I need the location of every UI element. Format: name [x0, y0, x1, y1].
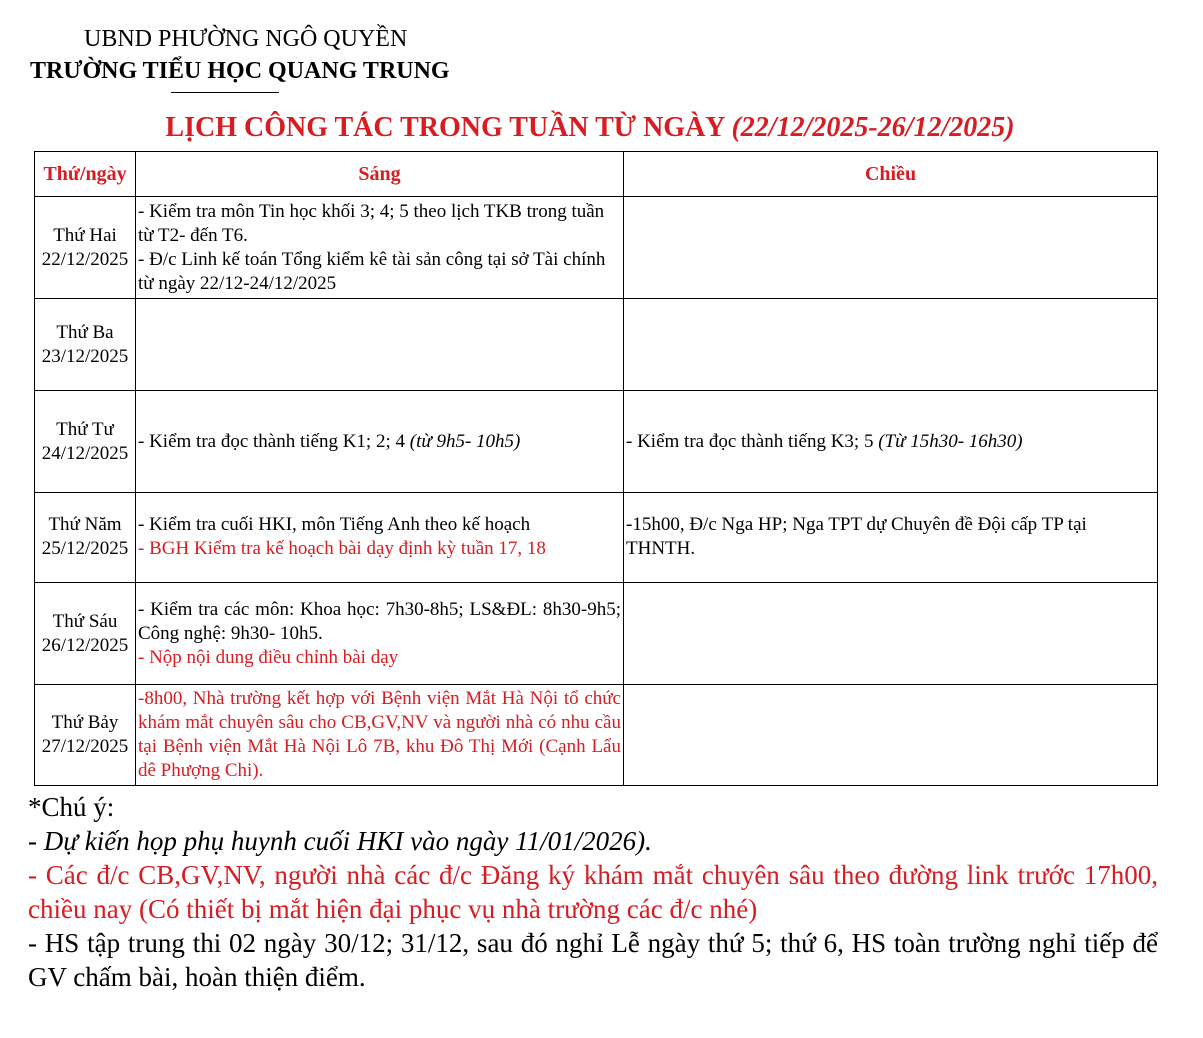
- title-date-range: (22/12/2025-26/12/2025): [731, 112, 1015, 143]
- day-date: 22/12/2025: [41, 248, 129, 270]
- morning-cell: [136, 197, 624, 299]
- morning-cell: [136, 299, 624, 391]
- schedule-table: [34, 151, 1158, 786]
- morning-cell: [136, 583, 624, 685]
- note-item-red: - Các đ/c CB,GV,NV, người nhà các đ/c Đăng ký khám mắt chuyên sâu theo đường link trước 17h00, chiều nay (Có thiết bị mắt hiện đại phục vụ nhà trường các đ/c nhé): [28, 860, 1158, 924]
- school-name: TRƯỜNG TIỂU HỌC QUANG TRUNG: [30, 58, 450, 84]
- afternoon-cell: [624, 583, 1158, 685]
- header-morning: Sáng: [136, 152, 624, 197]
- table-header-row: [35, 152, 1158, 197]
- table-row: [35, 493, 1158, 583]
- day-name: Thứ Bảy: [51, 712, 119, 733]
- morning-item-red: - BGH Kiểm tra kế hoạch bài dạy định kỳ tuần 17, 18: [138, 538, 546, 559]
- morning-item: - Kiểm tra cuối HKI, môn Tiếng Anh theo kế hoạch: [138, 514, 531, 535]
- day-cell: [35, 493, 136, 583]
- morning-item: - Kiểm tra đọc thành tiếng K1; 2; 4: [138, 430, 410, 452]
- day-date: 23/12/2025: [41, 345, 129, 367]
- day-name: Thứ Năm: [48, 514, 122, 535]
- afternoon-cell: -15h00, Đ/c Nga HP; Nga TPT dự Chuyên đề Đội cấp TP tại THNTH.: [624, 493, 1158, 583]
- day-date: 27/12/2025: [41, 736, 129, 757]
- day-cell: [35, 685, 136, 786]
- title-main: LỊCH CÔNG TÁC TRONG TUẦN TỪ NGÀY: [165, 112, 732, 143]
- morning-time: (từ 9h5- 10h5): [409, 430, 521, 452]
- day-date: 25/12/2025: [41, 538, 129, 559]
- page-title: [0, 112, 1180, 144]
- day-cell: [35, 391, 136, 493]
- morning-item: - Kiểm tra môn Tin học khối 3; 4; 5 theo lịch TKB trong tuần từ T2- đến T6.: [138, 200, 605, 246]
- header-day: Thứ/ngày: [35, 152, 136, 197]
- afternoon-item: - Kiểm tra đọc thành tiếng K3; 5: [626, 430, 879, 452]
- afternoon-cell: [624, 391, 1158, 493]
- school-underline: [171, 92, 279, 93]
- afternoon-cell: [624, 299, 1158, 391]
- notes-heading: *Chú ý:: [28, 792, 115, 822]
- note-item: - Dự kiến họp phụ huynh cuối HKI vào ngày 11/01/2026).: [28, 826, 652, 856]
- morning-item-red: - Nộp nội dung điều chỉnh bài dạy: [138, 646, 399, 668]
- org-name: UBND PHƯỜNG NGÔ QUYỀN: [84, 26, 408, 52]
- notes-section: [28, 790, 1158, 994]
- table-row: [35, 583, 1158, 685]
- table-row: [35, 299, 1158, 391]
- day-date: 24/12/2025: [41, 442, 129, 464]
- table-row: [35, 685, 1158, 786]
- day-date: 26/12/2025: [41, 634, 129, 656]
- morning-item: - Đ/c Linh kế toán Tổng kiểm kê tài sản công tại sở Tài chính từ ngày 22/12-24/12/2025: [138, 248, 606, 294]
- table-row: [35, 197, 1158, 299]
- day-name: Thứ Sáu: [52, 610, 118, 632]
- day-name: Thứ Hai: [53, 224, 117, 246]
- day-cell: [35, 299, 136, 391]
- afternoon-time: (Từ 15h30- 16h30): [878, 430, 1023, 452]
- day-name: Thứ Ba: [56, 321, 114, 343]
- note-item: - HS tập trung thi 02 ngày 30/12; 31/12, sau đó nghỉ Lễ ngày thứ 5; thứ 6, HS toàn trường nghỉ tiếp để GV chấm bài, hoàn thiện điểm.: [28, 928, 1158, 992]
- afternoon-cell: [624, 685, 1158, 786]
- day-cell: [35, 583, 136, 685]
- morning-cell: [136, 493, 624, 583]
- header-afternoon: Chiều: [624, 152, 1158, 197]
- day-cell: [35, 197, 136, 299]
- morning-item: - Kiểm tra các môn: Khoa học: 7h30-8h5; LS&ĐL: 8h30-9h5; Công nghệ: 9h30- 10h5.: [138, 598, 621, 644]
- afternoon-cell: [624, 197, 1158, 299]
- morning-cell: -8h00, Nhà trường kết hợp với Bệnh viện Mắt Hà Nội tổ chức khám mắt chuyên sâu cho CB,GV,NV và người nhà có nhu cầu tại Bệnh viện Mắt Hà Nội Lô 7B, khu Đô Thị Mới (Cạnh Lẩu dê Phượng Chi).: [136, 685, 624, 786]
- day-name: Thứ Tư: [56, 418, 114, 440]
- table-row: [35, 391, 1158, 493]
- morning-cell: [136, 391, 624, 493]
